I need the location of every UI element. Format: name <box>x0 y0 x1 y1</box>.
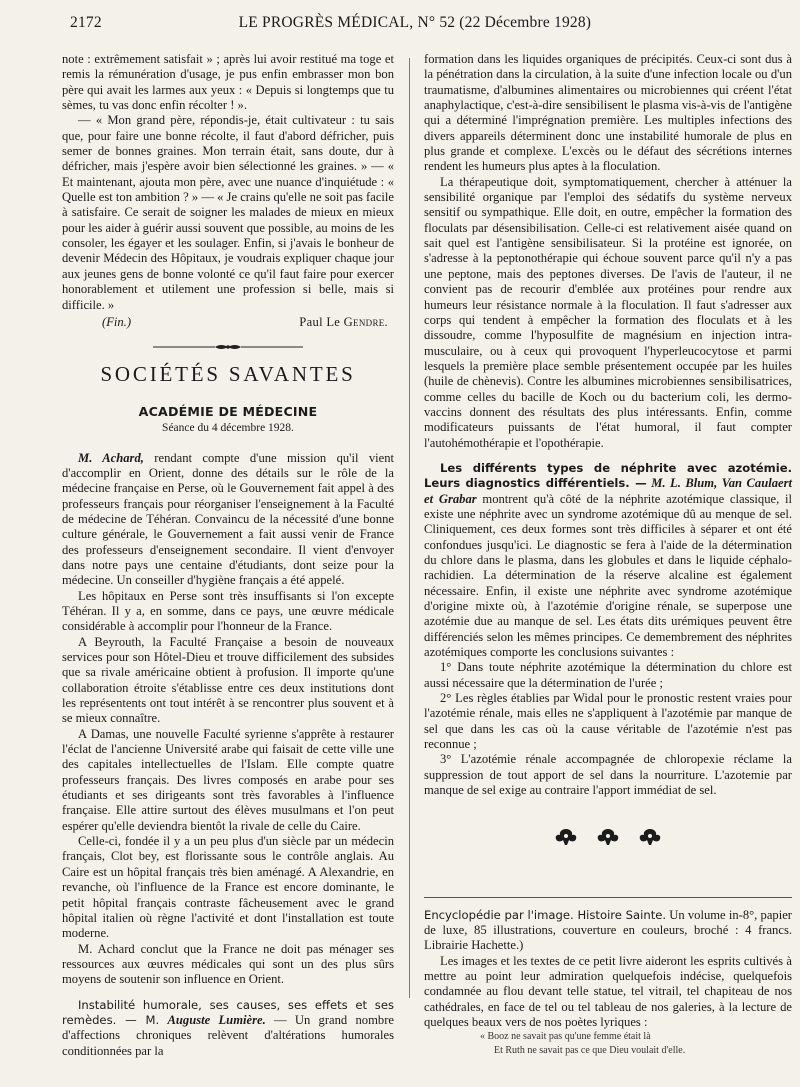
article-end <box>62 315 394 330</box>
paragraph: M. Achard conclut que la France ne doit pas ménager ses ressources aux œuvres médicales qui sont un des plus sûrs moyens de soutenir son influence en Orient. <box>62 941 394 987</box>
ornamental-rule-icon <box>153 342 303 352</box>
paragraph: — « Mon grand père, répondis-je, était cultivateur : tu sais que, pour faire une bonne récolte, il faut d'abord défricher, puis semer de bonnes graines. Mon terrain était, sans doute, dur à défricher, mais j'espère avoir bien sélectionné les graines. » — « Et maintenant, ajouta mon père, avec une nuance d'inquiétude : « Quelle est ton ambition ? » — « Je crains qu'elle ne soit pas facile à satisfaire. Ce serait de soigner les malades de mieux en mieux pour les aider à guérir aussi souvent que possible, au moins de les consoler, les égayer et les soulager. Enfin, si j'avais le bonheur de devenir Médecin des Hôpitaux, je voudrais expliquer chaque jour aux jeunes gens de bonne volonté ce qu'il faut faire pour exercer honorablement et utilement une profession si belle, mais si difficile. » <box>62 113 394 312</box>
paragraph: Les images et les textes de ce petit livre aideront les esprits cultivés à mettre au point leur admiration quelquefois indécise, quelquefois condamnée au flou devant telle statue, tel vitrail, tel chapiteau de nos cathédrales, en face de tel ou tel tableau de nos galeries, à la lecture de quelques beaux vers de nos poètes lyriques : <box>424 953 792 1029</box>
paragraph: note : extrêmement satisfait » ; après lui avoir restitué ma toge et remis la rémunération d'usage, je pus enfin embrasser mon bon père qui avait les larmes aux yeux : « Depuis si longtemps que tu sèmes, tu vas donc enfin récolter ! ». <box>62 52 394 113</box>
speaker-names: M. L. Blum, Van Caulaert et Grabar <box>424 476 793 506</box>
book-review <box>424 897 792 1059</box>
communication-title: Instabilité humorale, ses causes, ses effets et ses remèdes. — M. <box>62 997 394 1027</box>
paragraph: Les hôpitaux en Perse sont très insuffisants si l'on excepte Téhéran. Il y a, en somme, dans ce pays, une œuvre médicale considérable à accomplir pour l'honneur de la France. <box>62 588 394 634</box>
conclusion-item: 3° L'azotémie rénale accompagnée de chloropexie réclame la suppression de tout apport de sel dans la nourriture. L'azotemie par manque de sel exige au contraire l'apport immédiat de sel. <box>424 752 792 798</box>
page-number: 2172 <box>70 14 102 31</box>
paragraph: Instabilité humorale, ses causes, ses effets et ses remèdes. — M. Auguste Lumière. — Un grand nombre d'affections chroniques relèvent d'altérations humorales conditionnées par la <box>62 997 394 1058</box>
section-title: SOCIÉTÉS SAVANTES <box>100 362 356 387</box>
right-column <box>424 52 792 1058</box>
fleuron-icon <box>554 827 578 847</box>
running-head <box>70 14 762 36</box>
fleuron-icon <box>596 827 620 847</box>
journal-title: LE PROGRÈS MÉDICAL, N° 52 (22 Décembre 1928) <box>238 14 592 31</box>
paragraph: A Beyrouth, la Faculté Française a besoin de nouveaux services pour son Hôtel-Dieu et trouve difficilement des subsides que sa rivale américaine obtient à profusion. Il importe qu'une collaboration étroite s'établisse entre ces deux institutions dont les représentents ont tout intérêt à se rencontrer plus souvent et à se mieux connaître. <box>62 634 394 726</box>
paragraph: formation dans les liquides organiques de précipités. Ceux-ci sont dus à la pénétration dans la circulation, à la suite d'une infection locale ou d'un traumatisme, d'albumines alimentaires ou microbiennes qui créent l'état anaphylactique, c'est-à-dire sensibilisent le plasma vis-à-vis de l'antigène qui a déterminé l'imprégnation première. Les multiples infections des divers appareils déterminent donc une instabilité humorale de plus en plus grande et complexe. L'excès ou le défaut des sécrétions internes rendent les humeurs plus aptes à la floculation. <box>424 52 792 174</box>
fleuron-row <box>424 827 792 847</box>
signature-last: Gendre. <box>343 314 388 329</box>
paragraph: M. Achard, rendant compte d'une mission qu'il vient d'accomplir en Orient, donne des détails sur le rôle de la médecine française en Perse, où le Gouvernement fait appel à des professeurs français pour réorganiser l'enseignement à la Faculté de médecine de Téhéran. Convaincu de la nécessité d'une bonne culture générale, le Gouvernement a fait aussi venir de France des professeurs d'enseignement secondaire. Il vient d'envoyer dans notre pays une centaine d'étudiants, dont seize pour la médecine. Un conseiller d'hygiène français a été appelé. <box>62 450 395 588</box>
left-column <box>62 52 394 1059</box>
speaker-name: M. Achard, <box>78 450 144 465</box>
fleuron-icon <box>638 827 662 847</box>
book-title: Encyclopédie par l'image. Histoire Sainte. Un volume in-8°, papier de luxe, 85 illustrations, couverture en couleurs, broché : 4 francs. Librairie Hachette.) <box>424 907 792 953</box>
paragraph: A Damas, une nouvelle Faculté syrienne s'apprête à restaurer l'éclat de l'ancienne Université arabe qui faisait de cette ville une des capitales intellectuelles de l'Islam. Elle compte quatre professeurs français. Des livres composés en arabe pour ses étudiants et ses dirigeants sont très favorables à l'influence française. Elle attire surtout des élèves musulmans et l'on peut espérer qu'elle deviendra bientôt la rivale de celle du Caire. <box>62 726 394 833</box>
verse-line: Et Ruth ne savait pas ce que Dieu voulait d'elle. <box>494 1045 686 1057</box>
verse-line: « Booz ne savait pas qu'une femme était là <box>480 1031 651 1043</box>
session-date: Séance du 4 décembre 1928. <box>162 422 294 435</box>
fin-label: (Fin.) <box>102 314 132 329</box>
paragraph: Celle-ci, fondée il y a un peu plus d'un siècle par un médecin français, Clot bey, est florissante sous le contrôle anglais. Au Caire est un hôpital français très bien aménagé. A Alexandrie, en revanche, où l'influence de la France est encore dominante, le petit hôpital français contraste fâcheusement avec le grand hôpital italien où règne l'activité et dont l'installation est toute moderne. <box>62 834 394 941</box>
signature-first: Paul Le <box>299 314 341 329</box>
conclusion-item: 1° Dans toute néphrite azotémique la détermination du chlore est aussi nécessaire que la détermination de l'urée ; <box>424 660 792 690</box>
communication-title: Les différents types de néphrite avec azotémie. Leurs diagnostics différentiels. — <box>424 460 792 491</box>
paragraph: Les différents types de néphrite avec azotémie. Leurs diagnostics différentiels. — M. L. Blum, Van Caulaert et Grabar montrent qu'à côté de la néphrite azotémique classique, il existe une néphrite avec un syndrome azotémique dû au menque de sel. Cliniquement, ces deux formes sont très difficiles à séparer et ont été confondues jusqu'ici. Le diagnostic se fera à l'aide de la détermination du chlore dans le plasma, dans les globules et dans le liquide céphalo-rachidien. La détermination de la réserve alcaline est également nécessaire. Enfin, il existe une néphrite avec syndrome azotémique d'origine mixte où, à l'azotémie d'origine rénale, se superpose une azotémie due au manque de sel. Les états dits urémiques peuvent être différenciés selon les mêmes principes. Ce demembrement des néphrites azotémiques comporte les conclusions suivantes : <box>424 460 793 660</box>
speaker-name: Auguste Lumière. <box>167 1012 266 1027</box>
conclusion-item: 2° Les règles établies par Widal pour le pronostic restent vraies pour l'azotémie rénale, mais elles ne s'appliquent à l'azotémie par manque de sel que dans les cas où la cause véritable de l'azotémie n'est pas reconnue ; <box>424 691 792 752</box>
paragraph: La thérapeutique doit, symptomatiquement, chercher à atténuer la sensibilité organique par l'emploi des sédatifs du système nerveux sensitif ou sympathique. Elle doit, en outre, empêcher la formation des floculats par désensibilisation. Celle-ci est relativement aisée quand on sait quel est l'antigène sensibilisateur. Si la protéine est ignorée, on s'adresse à la peptonothérapie qui échoue souvent parce qu'il n'y a pas une peptone, mais des peptones diverses. De l'avis de l'auteur, il ne convient pas de recourir d'emblée aux protéines pour rendre aux humeurs leur résistance normale à la floculation. Il faut s'adresser aux corps qui tendent à empêcher la formation des floculats et à les dissoudre, comme l'hyposulfite de magnésium en injection intra-musculaire, ou à ceux qui provoquent l'hyperleucocytose et parmi lesquels la première place semble présentement occupée par les huiles (huile de chènevis). Contre les albumines microbiennes sensibilisatrices, comme celles du bacille de Koch ou du bacterium coli, les dermo-vaccins donnent des résultats des plus intéressants. Enfin, comme modificateurs puissants de l'état humoral, il faut compter l'autohémothérapie et l'opothérapie. <box>424 174 792 450</box>
column-divider <box>409 58 410 998</box>
academy-title: ACADÉMIE DE MÉDECINE <box>138 404 318 420</box>
author-signature <box>299 315 394 330</box>
